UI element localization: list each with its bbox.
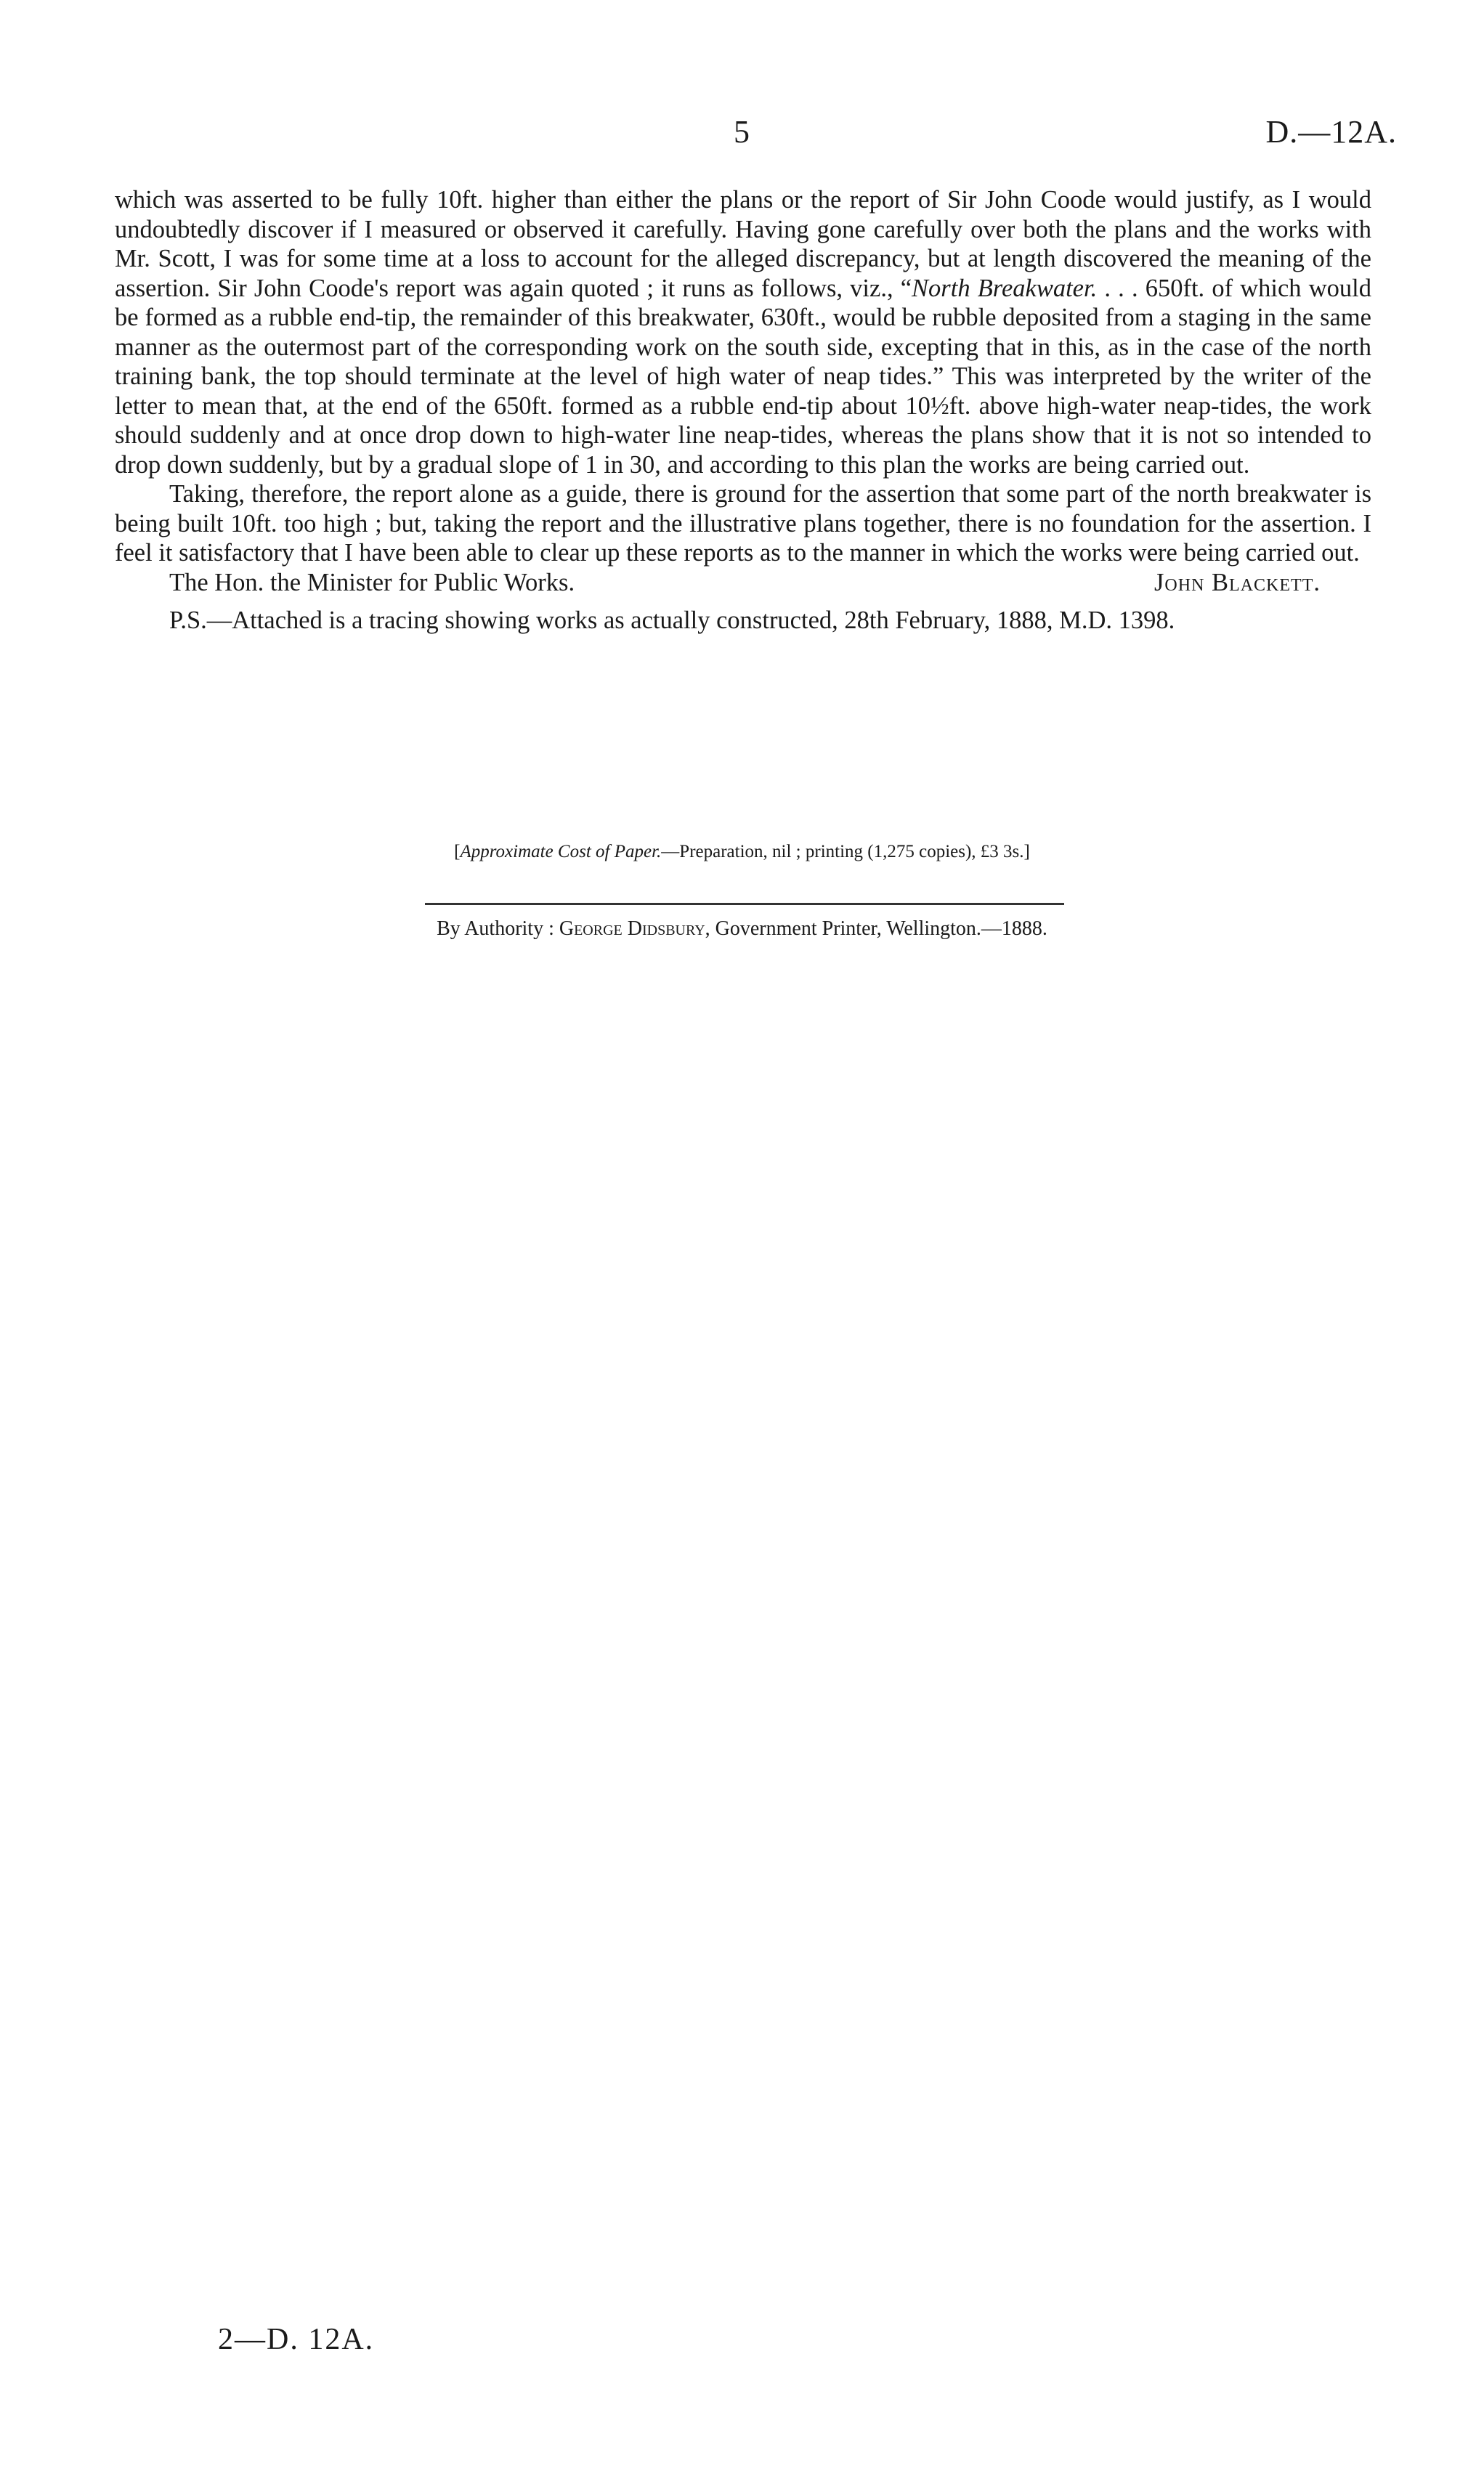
cost-note (0, 843, 1484, 861)
divider-rule (425, 903, 1064, 905)
printer-imprint (0, 919, 1484, 939)
cost-note-text: —Preparation, nil ; printing (1,275 copies), £3 3s.] (661, 842, 1030, 861)
postscript: P.S.—Attached is a tracing showing works as actually constructed, 28th February, 1888, M.D. 1398. (169, 606, 1175, 634)
signature: John Blackett. (1154, 568, 1321, 596)
paragraph-1 (115, 185, 1371, 479)
paragraph-1-start: which was asserted to be fully 10ft. higher than either the plans or the report of Sir John Coode would justify, as I would undoubtedly discover if I measured or observed it carefully. Having gone carefully over both the plans and the works with Mr. Scott, I was for some time at a loss to account for the alleged discrepancy, but at length discovered the meaning of the assertion. Sir John Coode's report was again quoted ; it runs as follows, viz., “ (115, 186, 1371, 302)
paragraph-1-rest: . . . 650ft. of which would be formed as a rubble end-tip, the remainder of this breakwater, 630ft., would be rubble deposited from a staging in the same manner as the outermost part of the corresponding work on the south side, excepting that in this, as in the case of the north training bank, the top should terminate at the level of high water of neap tides.” This was interpreted by the writer of the letter to mean that, at the end of the 650ft. formed as a rubble end-tip about 10½ft. above high-water neap-tides, the work should suddenly and at once drop down to high-water line neap-tides, whereas the plans show that it is not so intended to drop down suddenly, but by a gradual slope of 1 in 30, and according to this plan the works are being carried out. (115, 274, 1371, 479)
paragraph-2: Taking, therefore, the report alone as a guide, there is ground for the assertion that some part of the north breakwater is being built 10ft. too high ; but, taking the report and the illustrative plans together, there is no foundation for the assertion. I feel it satisfactory that I have been able to clear up these reports as to the manner in which the works were being carried out. (115, 480, 1371, 567)
footer-signature-mark: 2—D. 12A. (218, 2323, 375, 2356)
page-number: 5 (734, 114, 750, 150)
paragraph-1-italic: North Breakwater. (912, 274, 1098, 302)
signature-line (115, 568, 1371, 598)
imprint-suffix: , Government Printer, Wellington.—1888. (705, 917, 1047, 940)
imprint-printer: George Didsbury (559, 917, 705, 940)
imprint-prefix: By Authority : (437, 917, 559, 940)
body-text (115, 185, 1371, 636)
document-reference: D.—12A. (1265, 114, 1397, 150)
cost-note-label: Approximate Cost of Paper. (460, 842, 662, 861)
addressee: The Hon. the Minister for Public Works. (169, 568, 575, 596)
cost-note-bracket: [ (454, 842, 461, 861)
